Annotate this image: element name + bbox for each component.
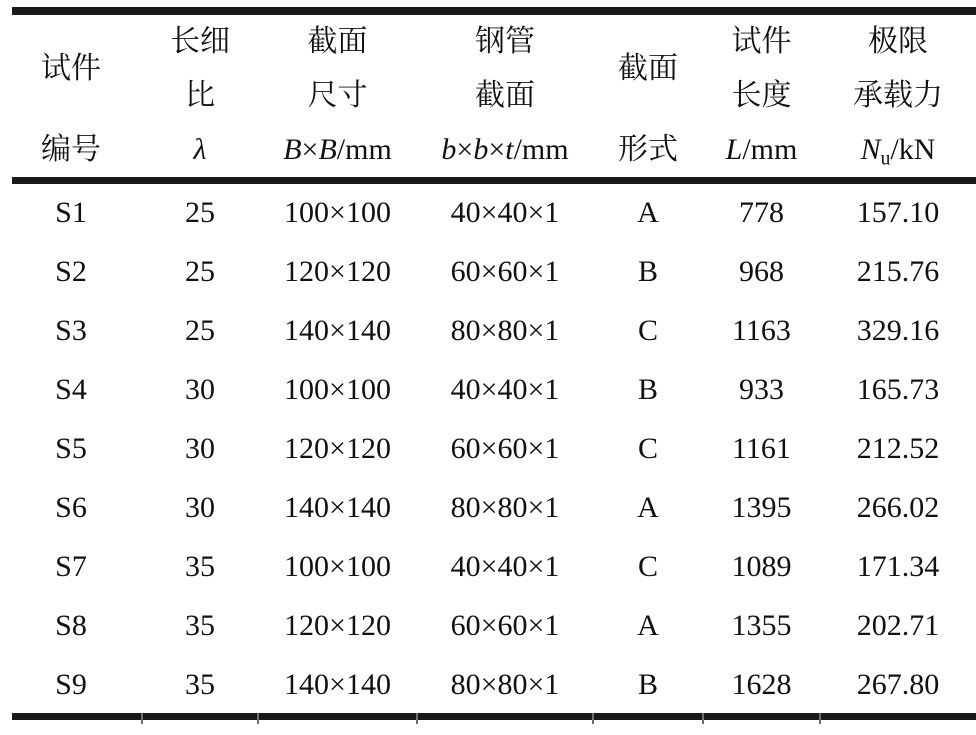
cell-S6-section-form: A <box>637 490 659 524</box>
header-label-ultimate-capacity-0 <box>820 15 976 69</box>
symbol-italic: b <box>473 133 489 166</box>
cell-S1-section-form: A <box>637 196 659 230</box>
cell-S6-specimen-length: 1395 <box>731 490 792 524</box>
cell-S5-section-form: C <box>637 431 658 465</box>
header-cell-section-form <box>593 15 703 177</box>
cell-S3-steel-tube-section: 80×80×1 <box>450 314 560 348</box>
column-boundary-tick <box>141 713 143 724</box>
header-label-section-size-1 <box>258 69 417 123</box>
cell-S7-section-size: 100×100 <box>284 549 391 583</box>
header-cell-section-size <box>258 15 417 177</box>
header-label-text: 形式 <box>618 133 678 166</box>
table-top-rule <box>12 7 976 15</box>
cell-S4-slenderness-ratio: 30 <box>185 373 215 407</box>
cell-S2-section-form: B <box>637 255 658 289</box>
symbol-subscript: u <box>880 148 891 170</box>
column-boundary-tick <box>416 713 418 724</box>
header-label-section-form-0 <box>593 15 703 123</box>
cell-S4-specimen-id: S4 <box>55 373 87 407</box>
header-cell-specimen-length <box>703 15 820 177</box>
column-boundary-tick <box>257 713 259 724</box>
cell-S8-specimen-id: S8 <box>55 608 87 642</box>
header-unit-section-size <box>258 123 417 177</box>
cell-S6-ultimate-capacity: 266.02 <box>856 490 940 524</box>
cell-S3-slenderness-ratio: 25 <box>185 314 215 348</box>
cell-S3-ultimate-capacity: 329.16 <box>856 314 940 348</box>
cell-S7-specimen-id: S7 <box>55 549 87 583</box>
header-label-text: 长度 <box>731 79 792 112</box>
header-unit-slenderness-ratio <box>142 123 258 177</box>
cell-S7-slenderness-ratio: 35 <box>185 549 215 583</box>
cell-S9-ultimate-capacity: 267.80 <box>856 667 940 701</box>
header-label-steel-tube-section-0 <box>417 15 593 69</box>
header-unit-text <box>860 133 936 170</box>
table-row-S5 <box>0 420 976 479</box>
cell-S9-specimen-length: 1628 <box>731 667 792 701</box>
header-label-specimen-length-1 <box>703 69 820 123</box>
cell-S5-specimen-length: 1161 <box>732 431 791 465</box>
cell-S1-steel-tube-section: 40×40×1 <box>450 196 560 230</box>
table-body <box>0 184 976 714</box>
symbol-italic: B <box>283 133 302 166</box>
table-row-S6 <box>0 478 976 537</box>
column-boundary-tick <box>702 713 704 724</box>
header-unit-specimen-length <box>703 123 820 177</box>
table-header-rule <box>12 177 976 184</box>
cell-S9-specimen-id: S9 <box>55 667 87 701</box>
header-label-text: 截面 <box>475 79 535 112</box>
cell-S2-section-size: 120×120 <box>284 255 391 289</box>
table-row-S4 <box>0 361 976 420</box>
column-boundary-tick <box>819 713 821 724</box>
header-label-ultimate-capacity-1 <box>820 69 976 123</box>
header-label-text: 截面 <box>618 52 678 85</box>
unit-text: /mm <box>513 133 569 166</box>
symbol-italic: N <box>860 133 881 166</box>
cell-S5-steel-tube-section: 60×60×1 <box>450 431 560 465</box>
cell-S6-section-size: 140×140 <box>284 490 391 524</box>
unit-text: /mm <box>336 133 392 166</box>
cell-S1-specimen-id: S1 <box>55 196 87 230</box>
header-cell-slenderness-ratio <box>142 15 258 177</box>
cell-S9-section-form: B <box>637 667 658 701</box>
unit-text: × <box>301 133 319 166</box>
cell-S7-steel-tube-section: 40×40×1 <box>450 549 560 583</box>
cell-S4-ultimate-capacity: 165.73 <box>856 373 940 407</box>
cell-S5-specimen-id: S5 <box>55 431 87 465</box>
cell-S6-steel-tube-section: 80×80×1 <box>450 490 560 524</box>
cell-S7-section-form: C <box>637 549 658 583</box>
cell-S4-specimen-length: 933 <box>739 373 784 407</box>
header-label-text: 编号 <box>41 133 101 166</box>
cell-S3-specimen-length: 1163 <box>732 314 791 348</box>
header-cell-ultimate-capacity <box>820 15 976 177</box>
cell-S8-slenderness-ratio: 35 <box>185 608 215 642</box>
cell-S4-section-size: 100×100 <box>284 373 391 407</box>
header-label-steel-tube-section-1 <box>417 69 593 123</box>
cell-S5-section-size: 120×120 <box>284 431 391 465</box>
cell-S1-ultimate-capacity: 157.10 <box>856 196 940 230</box>
header-unit-text <box>441 135 568 165</box>
cell-S8-specimen-length: 1355 <box>731 608 792 642</box>
header-cell-steel-tube-section <box>417 15 593 177</box>
header-label-slenderness-ratio-0 <box>142 15 258 69</box>
table-row-S2 <box>0 243 976 302</box>
header-unit-text <box>194 135 207 165</box>
cell-S4-steel-tube-section: 40×40×1 <box>450 373 560 407</box>
cell-S1-section-size: 100×100 <box>284 196 391 230</box>
symbol-italic: b <box>441 133 457 166</box>
cell-S4-section-form: B <box>637 373 658 407</box>
cell-S1-specimen-length: 778 <box>739 196 784 230</box>
header-label-text: 承载力 <box>853 79 943 112</box>
table-row-S1 <box>0 184 976 243</box>
cell-S7-ultimate-capacity: 171.34 <box>856 549 940 583</box>
cell-S2-specimen-length: 968 <box>739 255 784 289</box>
cell-S8-section-size: 120×120 <box>284 608 391 642</box>
header-unit-text <box>726 135 798 165</box>
header-label-text: 钢管 <box>475 25 535 58</box>
header-label-text: 极限 <box>868 25 928 58</box>
unit-text: × <box>456 133 474 166</box>
header-label-text: 试件 <box>731 25 792 58</box>
header-label-specimen-id-1 <box>0 123 142 177</box>
column-boundary-tick <box>592 713 594 724</box>
table-bottom-rule <box>12 713 976 720</box>
symbol-italic: λ <box>193 133 207 166</box>
table-row-S3 <box>0 302 976 361</box>
cell-S7-specimen-length: 1089 <box>731 549 792 583</box>
header-label-section-size-0 <box>258 15 417 69</box>
header-label-text: 截面 <box>307 25 368 58</box>
symbol-italic: B <box>318 133 337 166</box>
header-label-text: 尺寸 <box>307 79 368 112</box>
cell-S9-slenderness-ratio: 35 <box>185 667 215 701</box>
header-unit-text <box>283 135 392 165</box>
table-row-S9 <box>0 655 976 714</box>
header-label-text: 比 <box>185 79 215 112</box>
table-row-S7 <box>0 537 976 596</box>
cell-S8-steel-tube-section: 60×60×1 <box>450 608 560 642</box>
header-label-slenderness-ratio-1 <box>142 69 258 123</box>
cell-S8-ultimate-capacity: 202.71 <box>856 608 940 642</box>
unit-text: /mm <box>742 133 798 166</box>
header-label-text: 长细 <box>170 25 230 58</box>
header-unit-ultimate-capacity <box>820 123 976 177</box>
cell-S8-section-form: A <box>637 608 659 642</box>
cell-S3-specimen-id: S3 <box>55 314 87 348</box>
header-label-text: 试件 <box>41 52 101 85</box>
cell-S9-section-size: 140×140 <box>284 667 391 701</box>
table-row-S8 <box>0 596 976 655</box>
cell-S2-ultimate-capacity: 215.76 <box>856 255 940 289</box>
symbol-italic: L <box>725 133 743 166</box>
table-header <box>0 15 976 177</box>
header-label-specimen-length-0 <box>703 15 820 69</box>
cell-S5-ultimate-capacity: 212.52 <box>856 431 940 465</box>
cell-S6-slenderness-ratio: 30 <box>185 490 215 524</box>
header-unit-steel-tube-section <box>417 123 593 177</box>
cell-S2-slenderness-ratio: 25 <box>185 255 215 289</box>
cell-S2-steel-tube-section: 60×60×1 <box>450 255 560 289</box>
cell-S5-slenderness-ratio: 30 <box>185 431 215 465</box>
unit-text: /kN <box>890 133 936 166</box>
header-label-specimen-id-0 <box>0 15 142 123</box>
cell-S3-section-form: C <box>637 314 658 348</box>
header-label-section-form-1 <box>593 123 703 177</box>
cell-S2-specimen-id: S2 <box>55 255 87 289</box>
cell-S1-slenderness-ratio: 25 <box>185 196 215 230</box>
cell-S9-steel-tube-section: 80×80×1 <box>450 667 560 701</box>
unit-text: × <box>488 133 506 166</box>
cell-S3-section-size: 140×140 <box>284 314 391 348</box>
cell-S6-specimen-id: S6 <box>55 490 87 524</box>
symbol-italic: t <box>505 133 514 166</box>
header-cell-specimen-id <box>0 15 142 177</box>
